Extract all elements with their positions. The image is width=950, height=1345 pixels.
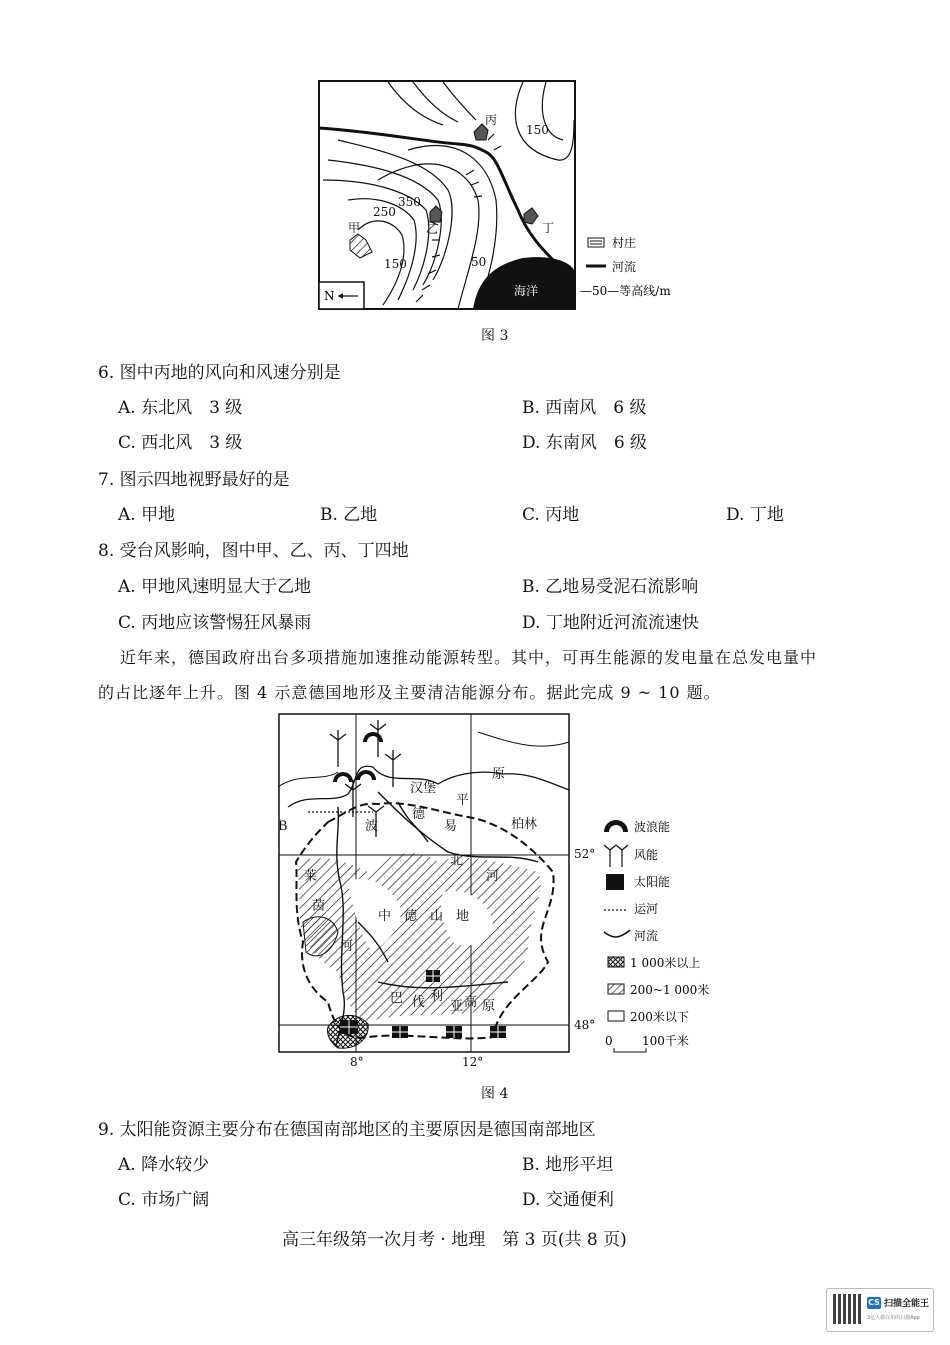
page-footer: 高三年级第一次月考 · 地理 第 3 页(共 8 页)	[282, 1230, 627, 1250]
scale-100-label: 100千米	[642, 1034, 689, 1048]
legend-1000m-label: 1 000米以上	[630, 956, 701, 970]
legend-200-1000m-label: 200~1 000米	[630, 983, 710, 997]
map-label-yi: 易	[444, 819, 458, 834]
q8-option-d: D. 丁地附近河流流速快	[522, 613, 699, 633]
legend-solar-icon	[606, 874, 624, 890]
legend-village-icon	[588, 238, 604, 247]
q8-option-a: A. 甲地风速明显大于乙地	[118, 577, 312, 597]
q9-option-c: C. 市场广阔	[118, 1190, 210, 1210]
q6-option-b: B. 西南风 6 级	[522, 398, 647, 418]
intro-line-2: 的占比逐年上升。图 4 示意德国地形及主要清洁能源分布。据此完成 9 ~ 10 题。	[98, 683, 721, 702]
watermark-sub: 3亿人都在用的扫描App	[867, 1315, 920, 1321]
q7-option-b: B. 乙地	[320, 505, 378, 525]
map-label-bo: 波	[365, 819, 379, 834]
q6-option-d: D. 东南风 6 级	[522, 433, 648, 453]
map-label-he: 河	[486, 869, 500, 884]
q9-option-d: D. 交通便利	[522, 1190, 614, 1210]
fig3-label-ding: 丁	[542, 221, 555, 235]
q7-option-d: D. 丁地	[726, 505, 784, 525]
figure-4-map	[278, 712, 718, 1072]
legend-river-label: 河流	[634, 929, 659, 943]
fig3-contour-350: 350	[398, 195, 421, 209]
map-label-li: 利	[430, 989, 444, 1004]
map-label-he2: 河	[340, 939, 354, 954]
q8-stem: 8. 受台风影响，图中甲、乙、丙、丁四地	[98, 541, 409, 561]
legend-river-icon	[604, 930, 630, 937]
lat-48-label: 48°	[574, 1018, 596, 1032]
qr-code-icon	[833, 1294, 863, 1324]
legend-village-label: 村庄	[612, 236, 637, 250]
map-label-hamburg: 汉堡	[410, 781, 437, 796]
intro-line-1: 近年来，德国政府出台多项措施加速推动能源转型。其中，可再生能源的发电量在总发电量中	[120, 648, 818, 667]
legend-wind-icon	[604, 845, 628, 867]
fig3-label-jia: 甲	[348, 221, 361, 235]
legend-contour-label: —50—等高线/m	[580, 284, 671, 298]
fig3-contour-150b: 150	[384, 257, 407, 271]
q7-option-a: A. 甲地	[118, 505, 176, 525]
scale-bar	[614, 1048, 646, 1052]
map-label-b: B	[278, 819, 288, 834]
q6-stem: 6. 图中丙地的风向和风速分别是	[98, 363, 341, 383]
legend-wave-icon	[604, 820, 628, 832]
map-label-ya: 亚	[450, 999, 464, 1014]
legend-200m-icon	[608, 1011, 624, 1021]
lat-52-label: 52°	[574, 847, 596, 861]
cs-logo-icon: CS	[868, 1298, 880, 1307]
map-label-ba: 巴	[390, 991, 404, 1006]
legend-200m-label: 200米以下	[630, 1010, 689, 1024]
map-label-ping: 平	[456, 793, 470, 808]
watermark-brand: 扫描全能王	[884, 1299, 930, 1309]
legend-1000m-icon	[608, 957, 624, 967]
map-label-yuan2: 原	[482, 999, 496, 1014]
lon-8-label: 8°	[350, 1055, 364, 1069]
q9-option-a: A. 降水较少	[118, 1155, 210, 1175]
map-label-fa: 伐	[412, 995, 426, 1010]
fig3-contour-150a: 150	[526, 123, 549, 137]
q8-option-c: C. 丙地应该警惕狂风暴雨	[118, 613, 312, 633]
fig3-label-bing: 丙	[485, 113, 498, 127]
legend-canal-label: 运河	[634, 902, 659, 916]
legend-solar-label: 太阳能	[634, 875, 671, 889]
map-label-bei: 北	[450, 853, 464, 868]
q8-option-b: B. 乙地易受泥石流影响	[522, 577, 699, 597]
map-label-lai: 莱	[304, 869, 318, 884]
map-label-de2: 德	[404, 909, 418, 924]
figure-3-caption: 图 3	[481, 328, 509, 344]
q6-option-a: A. 东北风 3 级	[118, 398, 243, 418]
scanner-watermark	[826, 1288, 934, 1332]
legend-wave-label: 波浪能	[634, 820, 671, 834]
map-label-zhong: 中	[378, 909, 392, 924]
fig3-contour-50: 50	[471, 255, 487, 269]
map-label-berlin: 柏林	[511, 817, 538, 832]
q9-stem: 9. 太阳能资源主要分布在德国南部地区的主要原因是德国南部地区	[98, 1120, 596, 1140]
legend-river-label: 河流	[612, 260, 637, 274]
scale-zero-label: 0	[605, 1034, 613, 1048]
map-label-yin: 茵	[312, 899, 326, 914]
fig3-contour-250: 250	[373, 205, 396, 219]
q7-stem: 7. 图示四地视野最好的是	[98, 470, 290, 490]
north-label: N	[324, 289, 335, 303]
fig3-label-yi: 乙	[426, 222, 439, 236]
q9-option-b: B. 地形平坦	[522, 1155, 614, 1175]
lon-12-label: 12°	[462, 1055, 484, 1069]
legend-200-1000m-icon	[608, 984, 624, 994]
q7-option-c: C. 丙地	[522, 505, 580, 525]
figure-3-map	[318, 80, 678, 312]
map-label-yuan: 原	[492, 767, 506, 782]
map-label-shan: 山	[430, 909, 444, 924]
q6-option-c: C. 西北风 3 级	[118, 433, 243, 453]
fig3-ocean-label: 海洋	[514, 284, 539, 298]
figure-4-legend	[604, 819, 709, 1052]
map-label-gao: 高	[464, 995, 478, 1010]
map-label-de: 德	[412, 807, 426, 822]
map-label-di: 地	[456, 909, 470, 924]
figure-4-caption: 图 4	[481, 1086, 509, 1102]
legend-wind-label: 风能	[634, 848, 659, 862]
